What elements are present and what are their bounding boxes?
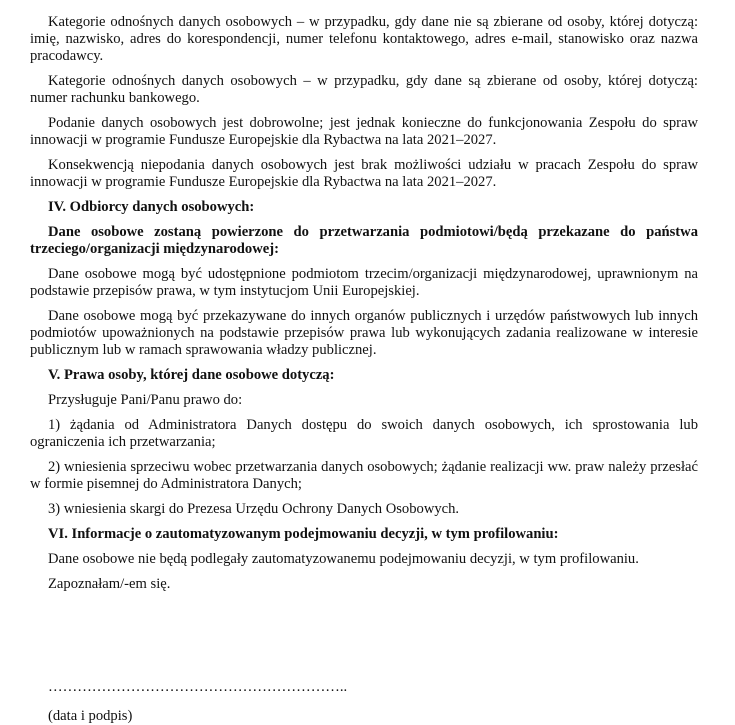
signature-label: (data i podpis) (48, 708, 133, 724)
list-item-right-access: 1) żądania od Administratora Danych dostępu do swoich danych osobowych, ich sprostowania lub ograniczenia ich przetwarzania; (30, 417, 698, 450)
paragraph-categories-collected: Kategorie odnośnych danych osobowych – w przypadku, gdy dane są zbierane od osoby, której dotyczą: numer rachunku bankowego. (30, 73, 698, 106)
paragraph-categories-not-collected: Kategorie odnośnych danych osobowych – w przypadku, gdy dane nie są zbierane od osoby, której dotyczą: imię, nazwisko, adres do korespondencji, numer telefonu kontaktowego, adres e-mail, stanowisko oraz nazwa pracodawcy. (30, 14, 698, 64)
section-heading-profiling: VI. Informacje o zautomatyzowanym podejmowaniu decyzji, w tym profilowaniu: (48, 526, 559, 542)
signature-block (48, 679, 347, 725)
paragraph-rights-intro: Przysługuje Pani/Panu prawo do: (48, 392, 243, 408)
document-body (30, 14, 698, 601)
paragraph-third-parties: Dane osobowe mogą być udostępnione podmiotom trzecim/organizacji międzynarodowej, uprawnionym na podstawie przepisów prawa, w tym instytucjom Unii Europejskiej. (30, 266, 698, 299)
section-heading-recipients: IV. Odbiorcy danych osobowych: (48, 199, 255, 215)
list-item-right-objection: 2) wniesienia sprzeciwu wobec przetwarzania danych osobowych; żądanie realizacji ww. praw należy przesłać w formie pisemnej do Administratora Danych; (30, 459, 698, 492)
signature-line: …………………………………………………….. (48, 679, 348, 695)
paragraph-no-profiling: Dane osobowe nie będą podlegały zautomatyzowanemu podejmowaniu decyzji, w tym profilowaniu. (48, 551, 639, 567)
subheading-transfer: Dane osobowe zostaną powierzone do przetwarzania podmiotowi/będą przekazane do państwa trzeciego/organizacji międzynarodowej: (30, 224, 698, 257)
paragraph-voluntary: Podanie danych osobowych jest dobrowolne; jest jednak konieczne do funkcjonowania Zespołu do spraw innowacji w programie Fundusze Europejskie dla Rybactwa na lata 2021–2027. (30, 115, 698, 148)
section-heading-rights: V. Prawa osoby, której dane osobowe dotyczą: (48, 367, 335, 383)
paragraph-consequence: Konsekwencją niepodania danych osobowych jest brak możliwości udziału w pracach Zespołu do spraw innowacji w programie Fundusze Europejskie dla Rybactwa na lata 2021–2027. (30, 157, 698, 190)
paragraph-acknowledgement: Zapoznałam/-em się. (48, 576, 171, 592)
paragraph-public-bodies: Dane osobowe mogą być przekazywane do innych organów publicznych i urzędów państwowych lub innych podmiotów upoważnionych na podstawie przepisów prawa lub wykonujących zadania realizowane w interesie publicznym lub w ramach sprawowania władzy publicznej. (30, 308, 698, 358)
list-item-right-complaint: 3) wniesienia skargi do Prezesa Urzędu Ochrony Danych Osobowych. (48, 501, 460, 517)
